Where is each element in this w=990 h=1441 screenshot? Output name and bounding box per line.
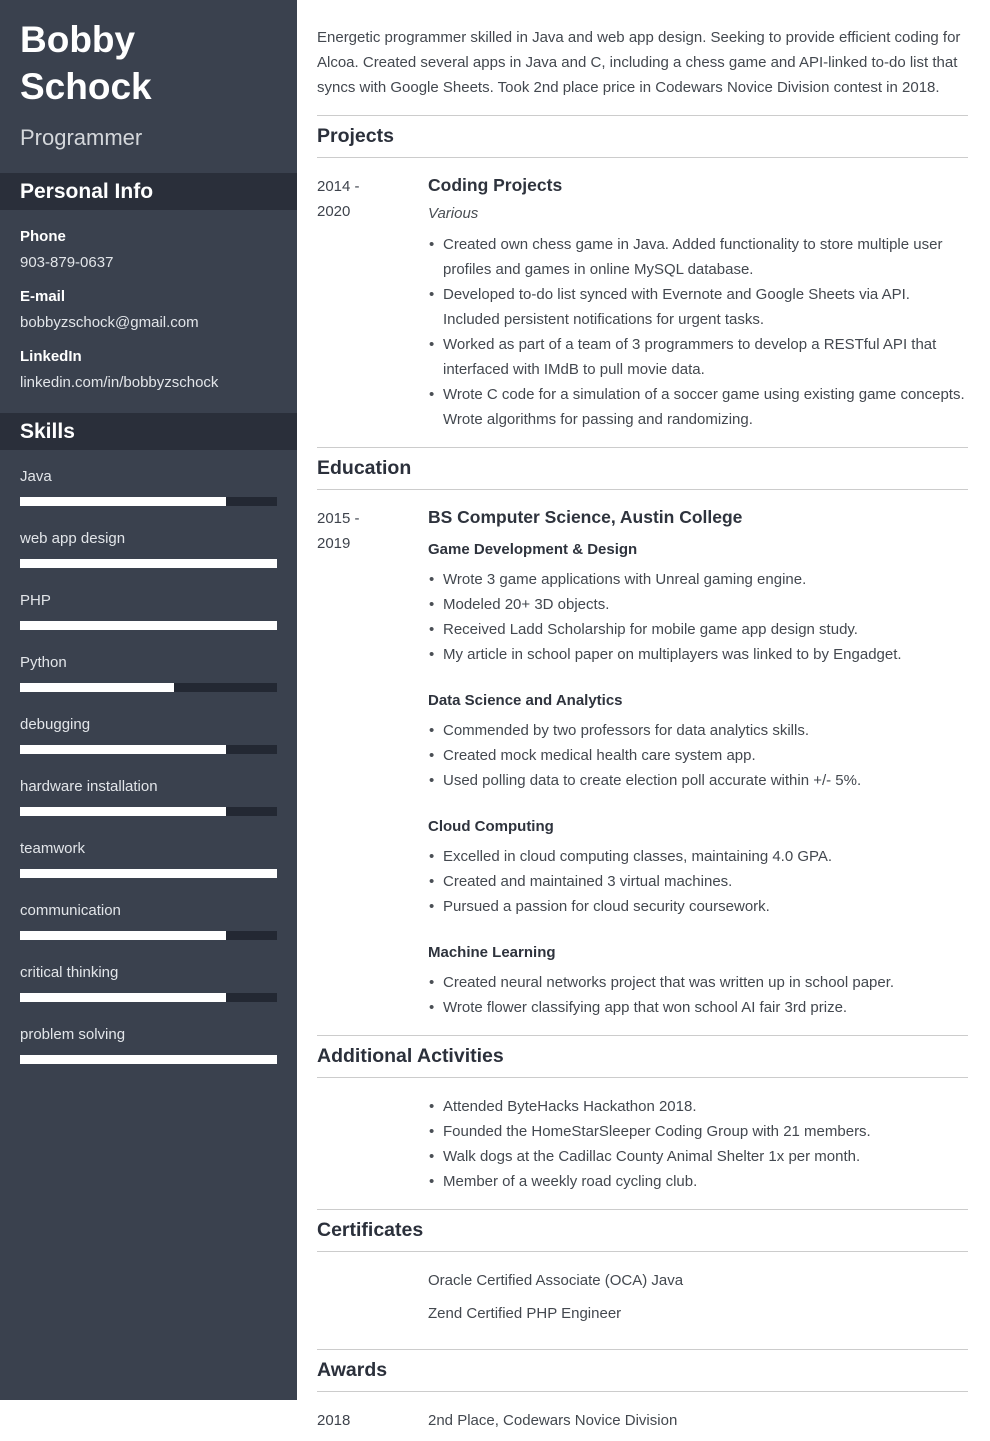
projects-entry-title: Coding Projects xyxy=(428,175,563,195)
bullet: • Wrote C code for a simulation of a soccer game using existing game concepts. Wrote algorithms for passing and randomizing. xyxy=(428,382,968,432)
awards-entry xyxy=(317,1408,968,1441)
bullet: • Founded the HomeStarSleeper Coding Group with 21 members. xyxy=(428,1119,968,1144)
skill-bar-fill xyxy=(20,497,226,506)
education-group xyxy=(428,819,968,919)
award-item: 2nd Place, Codewars Novice Division xyxy=(428,1412,678,1429)
additional-activities-body xyxy=(428,1094,968,1194)
additional-activities-bullet-list xyxy=(428,1094,968,1194)
certificates-entry xyxy=(317,1268,968,1334)
certificates-body xyxy=(428,1268,968,1334)
resume-main xyxy=(297,0,990,1429)
skill-bar-fill xyxy=(20,807,226,816)
skill-item xyxy=(20,964,277,1002)
bullet: • Wrote 3 game applications with Unreal gaming engine. xyxy=(428,567,968,592)
bullet: • Walk dogs at the Cadillac County Animal Shelter 1x per month. xyxy=(428,1144,968,1169)
personal-info-heading: Personal Info xyxy=(0,173,297,210)
phone-label: Phone xyxy=(20,228,66,245)
skill-item xyxy=(20,716,277,754)
skill-label: Java xyxy=(20,468,52,485)
skill-bar-fill xyxy=(20,745,226,754)
projects-dates xyxy=(317,174,428,432)
skill-item xyxy=(20,902,277,940)
skill-bar-fill xyxy=(20,869,277,878)
education-entry-title: BS Computer Science, Austin College xyxy=(428,507,743,527)
contact-item-phone xyxy=(20,228,277,271)
skill-item xyxy=(20,840,277,878)
education-dates xyxy=(317,506,428,1020)
additional-activities-entry xyxy=(317,1094,968,1194)
section-head-certificates xyxy=(317,1209,968,1252)
skill-bar xyxy=(20,869,277,878)
group-bullet-list xyxy=(428,718,968,793)
skill-label: critical thinking xyxy=(20,964,119,981)
bullet: • Received Ladd Scholarship for mobile game app design study. xyxy=(428,617,968,642)
bullet: • Attended ByteHacks Hackathon 2018. xyxy=(428,1094,968,1119)
group-heading: Game Development & Design xyxy=(428,541,638,558)
skill-bar xyxy=(20,993,277,1002)
certificate-item: Zend Certified PHP Engineer xyxy=(428,1305,622,1322)
skill-item xyxy=(20,530,277,568)
contact-item-linkedin xyxy=(20,348,277,391)
skill-label: communication xyxy=(20,902,121,919)
skills-list xyxy=(0,450,297,1064)
education-heading: Education xyxy=(317,457,412,479)
group-bullet-list xyxy=(428,970,968,1020)
certificates-heading: Certificates xyxy=(317,1219,424,1241)
skill-bar xyxy=(20,931,277,940)
bullet: • Used polling data to create election poll accurate within +/- 5%. xyxy=(428,768,968,793)
bullet: • Excelled in cloud computing classes, maintaining 4.0 GPA. xyxy=(428,844,968,869)
skill-bar-fill xyxy=(20,931,226,940)
bullet: • My article in school paper on multiplayers was linked to by Engadget. xyxy=(428,642,968,667)
skill-item xyxy=(20,654,277,692)
certificates-dates-spacer xyxy=(317,1268,428,1334)
date-start: 2015 - xyxy=(317,510,360,527)
awards-body xyxy=(428,1408,968,1441)
skill-label: PHP xyxy=(20,592,51,609)
education-group xyxy=(428,693,968,793)
bullet: • Commended by two professors for data analytics skills. xyxy=(428,718,968,743)
bullet: • Developed to-do list synced with Evernote and Google Sheets via API. Included persistent notifications for urgent tasks. xyxy=(428,282,968,332)
linkedin-value: linkedin.com/in/bobbyzschock xyxy=(20,374,219,391)
phone-value: 903-879-0637 xyxy=(20,254,114,271)
bullet: • Worked as part of a team of 3 programmers to develop a RESTful API that interfaced with IMdB to pull movie data. xyxy=(428,332,968,382)
skill-bar xyxy=(20,497,277,506)
name-block xyxy=(0,0,297,151)
skill-bar-fill xyxy=(20,559,277,568)
skill-bar xyxy=(20,683,277,692)
awards-heading: Awards xyxy=(317,1359,388,1381)
contact-item-email xyxy=(20,288,277,331)
certificate-item: Oracle Certified Associate (OCA) Java xyxy=(428,1272,684,1289)
skill-item xyxy=(20,1026,277,1064)
group-bullet-list xyxy=(428,567,968,667)
skill-bar xyxy=(20,807,277,816)
sidebar xyxy=(0,0,297,1400)
additional-activities-heading: Additional Activities xyxy=(317,1045,504,1067)
email-label: E-mail xyxy=(20,288,66,305)
date-end: 2020 xyxy=(317,203,351,220)
education-entry xyxy=(317,506,968,1020)
group-heading: Data Science and Analytics xyxy=(428,692,623,709)
additional-activities-dates-spacer xyxy=(317,1094,428,1194)
skill-bar xyxy=(20,745,277,754)
education-group xyxy=(428,945,968,1020)
group-heading: Cloud Computing xyxy=(428,818,554,835)
skill-bar xyxy=(20,559,277,568)
projects-entry-subtitle: Various xyxy=(428,205,479,222)
skill-bar-fill xyxy=(20,993,226,1002)
skill-item xyxy=(20,778,277,816)
skill-label: teamwork xyxy=(20,840,86,857)
projects-heading: Projects xyxy=(317,125,394,147)
education-entry-body xyxy=(428,506,968,1020)
candidate-job-title: Programmer xyxy=(20,125,143,150)
projects-entry-body xyxy=(428,174,968,432)
linkedin-label: LinkedIn xyxy=(20,348,82,365)
skill-bar-fill xyxy=(20,683,174,692)
group-heading: Machine Learning xyxy=(428,944,556,961)
bullet: • Wrote flower classifying app that won school AI fair 3rd prize. xyxy=(428,995,968,1020)
projects-bullet-list xyxy=(428,232,968,432)
skill-bar-fill xyxy=(20,1055,277,1064)
skill-bar-fill xyxy=(20,621,277,630)
email-value: bobbyzschock@gmail.com xyxy=(20,314,199,331)
skill-bar xyxy=(20,621,277,630)
date: 2018 xyxy=(317,1412,351,1429)
section-head-education xyxy=(317,447,968,490)
section-head-awards xyxy=(317,1349,968,1392)
section-head-additional-activities xyxy=(317,1035,968,1078)
skill-label: web app design xyxy=(20,530,126,547)
bullet: • Pursued a passion for cloud security coursework. xyxy=(428,894,968,919)
skill-label: debugging xyxy=(20,716,91,733)
bullet: • Member of a weekly road cycling club. xyxy=(428,1169,968,1194)
projects-entry xyxy=(317,174,968,432)
education-group xyxy=(428,542,968,667)
bullet: • Created mock medical health care system app. xyxy=(428,743,968,768)
skill-label: Python xyxy=(20,654,67,671)
date-end: 2019 xyxy=(317,535,351,552)
section-head-projects xyxy=(317,115,968,158)
group-bullet-list xyxy=(428,844,968,919)
skill-item xyxy=(20,592,277,630)
skill-label: problem solving xyxy=(20,1026,126,1043)
skill-item xyxy=(20,468,277,506)
awards-date xyxy=(317,1408,428,1441)
skills-heading: Skills xyxy=(0,413,297,450)
date-start: 2014 - xyxy=(317,178,360,195)
candidate-name: Bobby Schock xyxy=(20,19,152,107)
skill-label: hardware installation xyxy=(20,778,158,795)
bullet: • Created and maintained 3 virtual machines. xyxy=(428,869,968,894)
contact-list xyxy=(0,210,297,391)
bullet: • Modeled 20+ 3D objects. xyxy=(428,592,968,617)
bullet: • Created own chess game in Java. Added functionality to store multiple user profiles and games in online MySQL database. xyxy=(428,232,968,282)
skill-bar xyxy=(20,1055,277,1064)
summary-paragraph: Energetic programmer skilled in Java and web app design. Seeking to provide efficient coding for Alcoa. Created several apps in Java and C, including a chess game and API-linked to-do list that syncs with Google Sheets. Took 2nd place price in Codewars Novice Division contest in 2018. xyxy=(317,29,961,96)
bullet: • Created neural networks project that was written up in school paper. xyxy=(428,970,968,995)
